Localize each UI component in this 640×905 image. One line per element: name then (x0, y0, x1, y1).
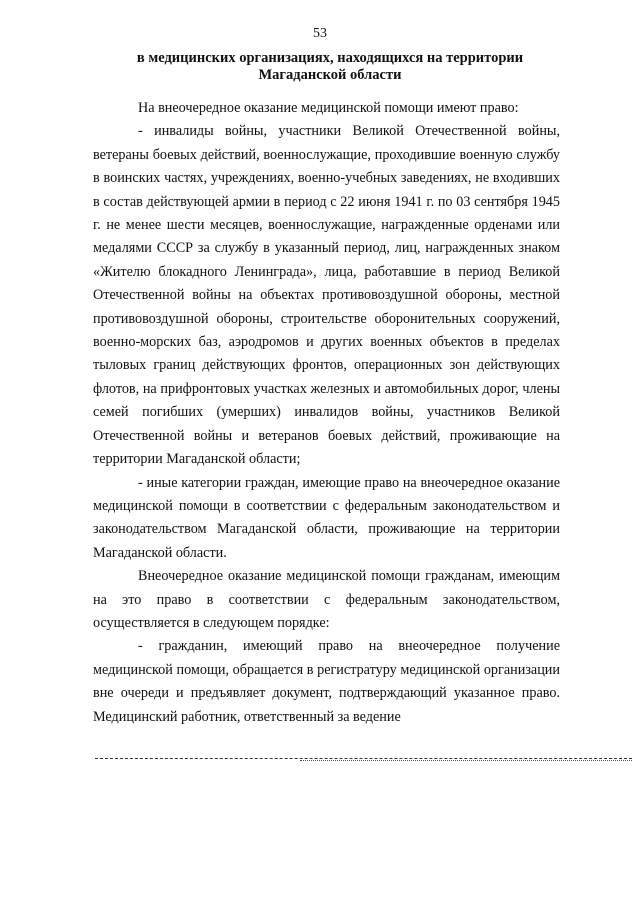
section-heading (100, 50, 560, 84)
heading-line-2: Магаданской области (258, 67, 402, 83)
page-number: 53 (313, 26, 327, 41)
heading-line-1: в медицинских организациях, находящихся на территории (136, 50, 524, 66)
paragraph-intro: На внеочередное оказание медицинской помощи имеют право: (138, 100, 519, 116)
footer-divider-secondary (300, 760, 632, 761)
paragraph-list-item-veterans: - инвалиды войны, участники Великой Отечественной войны, ветераны боевых действий, военнослужащие, проходившие военную службу в воинских частях, учреждениях, военно-учебных заведениях, не входивших в состав действующей армии в период с 22 июня 1941 г. по 03 сентября 1945 г. не менее шести месяцев, военнослужащие, награжденные орденами или медалями СССР за службу в указанный период, лиц, награжденных знаком «Жителю блокадного Ленинграда», лица, работавшие в период Великой Отечественной войны на объектах противовоздушной обороны, местной противовоздушной обороны, строительстве оборонительных сооружений, военно-морских баз, аэродромов и других военных объектов в пределах тыловых границ действующих фронтов, операционных зон действующих флотов, на прифронтовых участках железных и автомобильных дорог, члены семей погибших (умерших) инвалидов войны, участников Великой Отечественной войны и ветеранов боевых действий, проживающие на территории Магаданской области; (93, 123, 560, 468)
footer-divider (95, 758, 632, 759)
paragraph-list-item-citizen: - гражданин, имеющий право на внеочередное получение медицинской помощи, обращается в регистратуру медицинской организации вне очереди и предъявляет документ, подтверждающий указанное право. Медицинский работник, ответственный за ведение (93, 638, 560, 725)
document-body (93, 97, 560, 729)
paragraph-procedure-intro: Внеочередное оказание медицинской помощи гражданам, имеющим на это право в соответствии с федеральным законодательством, осуществляется в следующем порядке: (93, 568, 560, 631)
paragraph-list-item-other-categories: - иные категории граждан, имеющие право на внеочередное оказание медицинской помощи в соответствии с федеральным законодательством и законодательством Магаданской области, проживающие на территории Магаданской области. (93, 474, 560, 561)
